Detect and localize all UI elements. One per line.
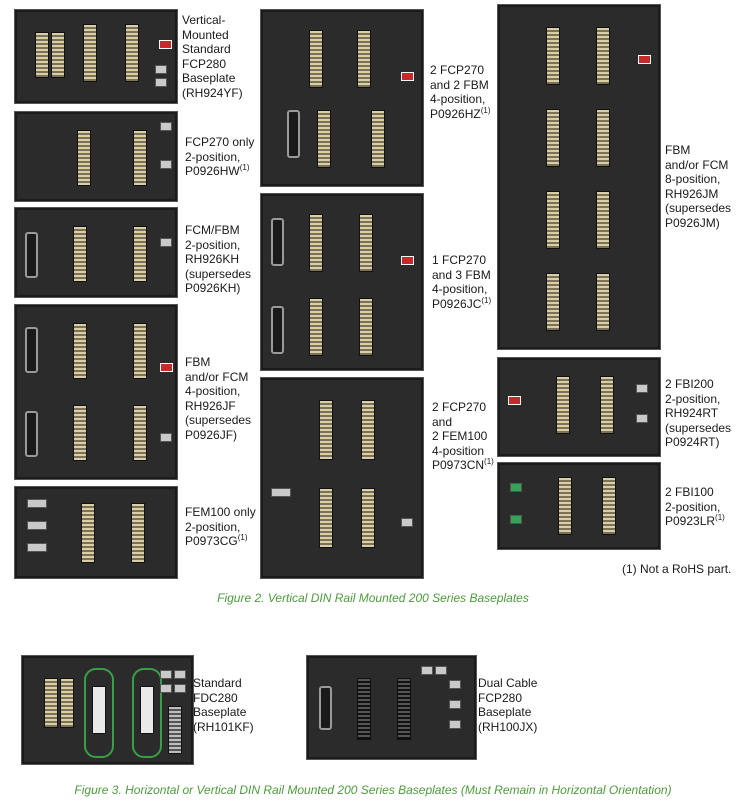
label-rh926kh: [185, 223, 251, 296]
label-text: 1 FCP270 and 3 FBM 4-position, P0926JC: [432, 253, 491, 311]
baseplate-image-p0926hw: [14, 111, 178, 202]
baseplate-image-rh926jm: [497, 4, 661, 350]
baseplate-image-p0973cg: [14, 486, 178, 579]
label-p0926hz: [430, 63, 490, 121]
baseplate-image-rh926kh: [14, 207, 178, 298]
footnote-marker: (1): [715, 513, 725, 522]
label-text: FBM and/or FCM 8-position, RH926JM (supersedes P0926JM): [665, 143, 732, 230]
label-text: Dual Cable FCP280 Baseplate (RH100JX): [478, 676, 538, 734]
label-text: Vertical- Mounted Standard FCP280 Baseplate (RH924YF): [182, 13, 243, 100]
footnote-marker: (1): [239, 163, 250, 172]
baseplate-image-p0926hz: [260, 9, 424, 187]
label-text: 2 FCP270 and 2 FEM100 4-position P0973CN: [432, 400, 488, 472]
baseplate-image-rh100jx: [306, 655, 477, 760]
label-text: 2 FBI200 2-position, RH924RT (supersedes P0924RT): [665, 377, 732, 449]
footnote-marker: (1): [484, 457, 494, 466]
baseplate-image-rh924yf: [14, 9, 178, 104]
label-p0973cg: [185, 505, 256, 549]
baseplate-image-rh101kf: [21, 655, 194, 765]
label-text: FBM and/or FCM 4-position, RH926JF (supersedes P0926JF): [185, 355, 252, 442]
label-text: Standard FDC280 Baseplate (RH101KF): [193, 676, 254, 734]
baseplate-image-rh926jf: [14, 304, 178, 480]
label-p0923lr: [665, 485, 725, 529]
footnote-marker: (1): [481, 295, 492, 305]
label-rh926jm: [665, 143, 731, 230]
footnote-marker: (1): [237, 533, 248, 542]
label-text: FCM/FBM 2-position, RH926KH (supersedes P0926KH): [185, 223, 252, 295]
baseplate-image-p0923lr: [497, 462, 661, 550]
label-p0926jc: [432, 253, 491, 311]
footnote-marker: (1): [480, 105, 491, 115]
label-rh926jf: [185, 355, 251, 442]
label-text: 2 FBI100 2-position, P0923LR: [665, 485, 721, 528]
baseplate-image-rh924rt: [497, 357, 661, 457]
baseplate-image-p0973cn: [260, 377, 424, 579]
label-p0926hw: [185, 135, 254, 179]
label-text: FEM100 only 2-position, P0973CG: [185, 505, 256, 548]
label-text: FCP270 only 2-position, P0926HW: [185, 135, 255, 178]
label-rh100jx: [478, 676, 537, 734]
label-rh101kf: [193, 676, 254, 734]
label-p0973cn: [432, 400, 494, 473]
label-text: 2 FCP270 and 2 FBM 4-position, P0926HZ: [430, 63, 489, 121]
label-rh924rt: [665, 377, 731, 450]
baseplate-image-p0926jc: [260, 193, 424, 371]
figure-3-caption: Figure 3. Horizontal or Vertical DIN Rail Mounted 200 Series Baseplates (Must Remain in Horizontal Orientation): [74, 783, 672, 797]
label-rh924yf: [182, 13, 243, 100]
figure-2-caption: Figure 2. Vertical DIN Rail Mounted 200 Series Baseplates: [217, 591, 529, 605]
footnote-rohs: (1) Not a RoHS part.: [622, 562, 732, 576]
